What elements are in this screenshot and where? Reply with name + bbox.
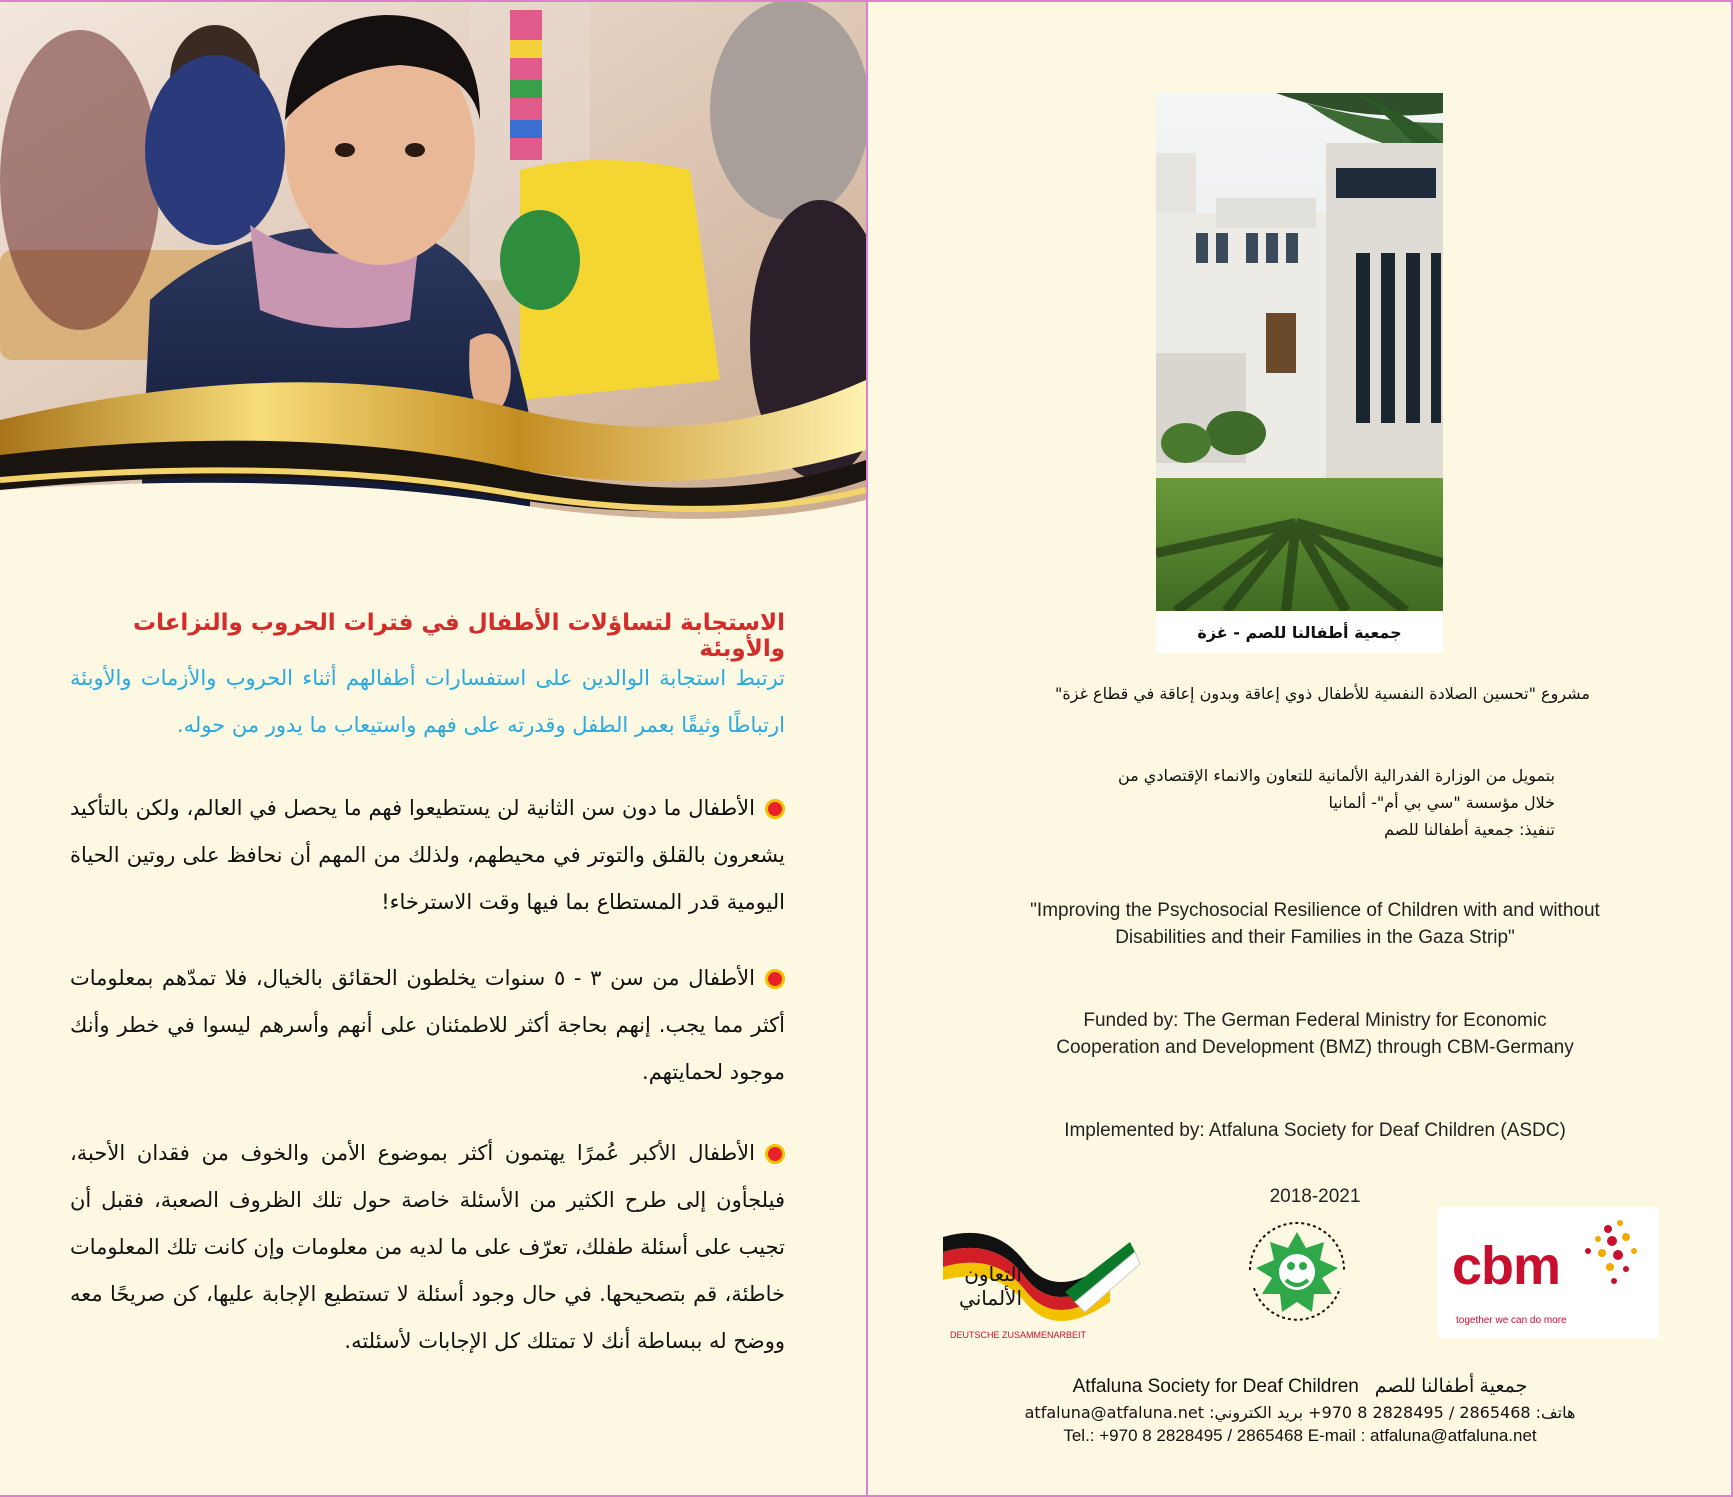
funding-ar-line: بتمويل من الوزارة الفدرالية الألمانية للتعاون والانماء الإقتصادي من bbox=[1117, 766, 1555, 785]
funding-ar bbox=[1030, 762, 1555, 843]
giz-english: DEUTSCHE ZUSAMMENARBEIT bbox=[950, 1330, 1087, 1340]
project-title-ar: مشروع "تحسين الصلادة النفسية للأطفال ذوي إعاقة وبدون إعاقة في قطاع غزة" bbox=[1055, 684, 1590, 703]
funding-ar-line: خلال مؤسسة "سي بي أم"- ألمانيا bbox=[1328, 793, 1555, 812]
cbm-wordmark: cbm bbox=[1452, 1236, 1561, 1296]
bullet-text: الأطفال من سن ٣ - ٥ سنوات يخلطون الحقائق بالخيال، فلا تمدّهم بمعلومات أكثر مما يجب. إنهم بحاجة أكثر للاطمئنان على أنهم وأسرهم ليسوا في خطر وأنك موجود لحمايتهم. bbox=[70, 966, 785, 1084]
giz-logo bbox=[935, 1222, 1145, 1342]
headline: الاستجابة لتساؤلات الأطفال في فترات الحروب والنزاعات والأوبئة bbox=[132, 610, 785, 662]
implementer-ar-line: تنفيذ: جمعية أطفالنا للصم bbox=[1384, 820, 1555, 839]
cbm-logo bbox=[1438, 1207, 1659, 1338]
contact-line-ar: هاتف: 2865468 / 2828495 8 970+ بريد الكتروني: atfaluna@atfaluna.net bbox=[1024, 1403, 1576, 1422]
contact-org-name bbox=[1030, 1375, 1570, 1398]
giz-arabic: التعاون الألماني bbox=[959, 1262, 1022, 1310]
bullet-text: الأطفال الأكبر عُمرًا يهتمون أكثر بموضوع الأمن والخوف من فقدان الأحبة، فيلجأون إلى طرح الكثير من الأسئلة خاصة حول تلك الظروف الصعبة، فقبل أن تجيب على أسئلة طفلك، تعرّف على ما لديه من معلومات وإن كانت تلك المعلومات خاطئة، قم بتصحيحها. في حال وجود أسئلة لا تستطيع الإجابة عليها، كن صريحًا معه ووضح له ببساطة أنك لا تمتلك كل الإجابات لأسئلته. bbox=[70, 1141, 785, 1353]
bullet-dot-icon bbox=[765, 1144, 785, 1164]
bullet-text: الأطفال ما دون سن الثانية لن يستطيعوا فهم ما يحصل في العالم، ولكن بالتأكيد يشعرون بالقلق والتوتر في محيطهم، ولذلك من المهم أن نحافظ على روتين الحياة اليومية قدر المستطاع بما فيها وقت الاسترخاء! bbox=[70, 796, 785, 914]
building-photo bbox=[1156, 93, 1443, 611]
project-title-en: "Improving the Psychosocial Resilience of Children with and without Disabilities and their Families in the Gaza Strip" bbox=[1030, 900, 1600, 948]
trim-line-top bbox=[0, 0, 1733, 2]
org-name-ar: جمعية أطفالنا للصم bbox=[1374, 1376, 1528, 1397]
project-years: 2018-2021 bbox=[1269, 1186, 1361, 1207]
bullet-item bbox=[70, 1130, 785, 1365]
funded-by-en: Funded by: The German Federal Ministry for Economic Cooperation and Development (BMZ) through CBM-Germany bbox=[1056, 1010, 1574, 1058]
intro-paragraph: ترتبط استجابة الوالدين على استفسارات أطفالهم أثناء الحروب والأزمات والأوبئة ارتباطًا وثيقًا بعمر الطفل وقدرته على فهم واستيعاب ما يدور من حوله. bbox=[70, 666, 785, 737]
implemented-by-en: Implemented by: Atfaluna Society for Deaf Children (ASDC) bbox=[1064, 1120, 1566, 1141]
contact-line-en: Tel.: +970 8 2828495 / 2865468 E-mail : atfaluna@atfaluna.net bbox=[1063, 1426, 1537, 1445]
org-name-en: Atfaluna Society for Deaf Children bbox=[1072, 1376, 1359, 1397]
photo-caption: جمعية أطفالنا للصم - غزة bbox=[1156, 611, 1443, 653]
cbm-tagline: together we can do more bbox=[1456, 1315, 1567, 1326]
bullet-dot-icon bbox=[765, 799, 785, 819]
bullet-item bbox=[70, 955, 785, 1096]
bullet-dot-icon bbox=[765, 969, 785, 989]
child-classroom-photo bbox=[0, 0, 866, 530]
bullet-item bbox=[70, 785, 785, 926]
asdc-logo bbox=[1232, 1210, 1362, 1340]
left-panel bbox=[0, 0, 866, 1497]
